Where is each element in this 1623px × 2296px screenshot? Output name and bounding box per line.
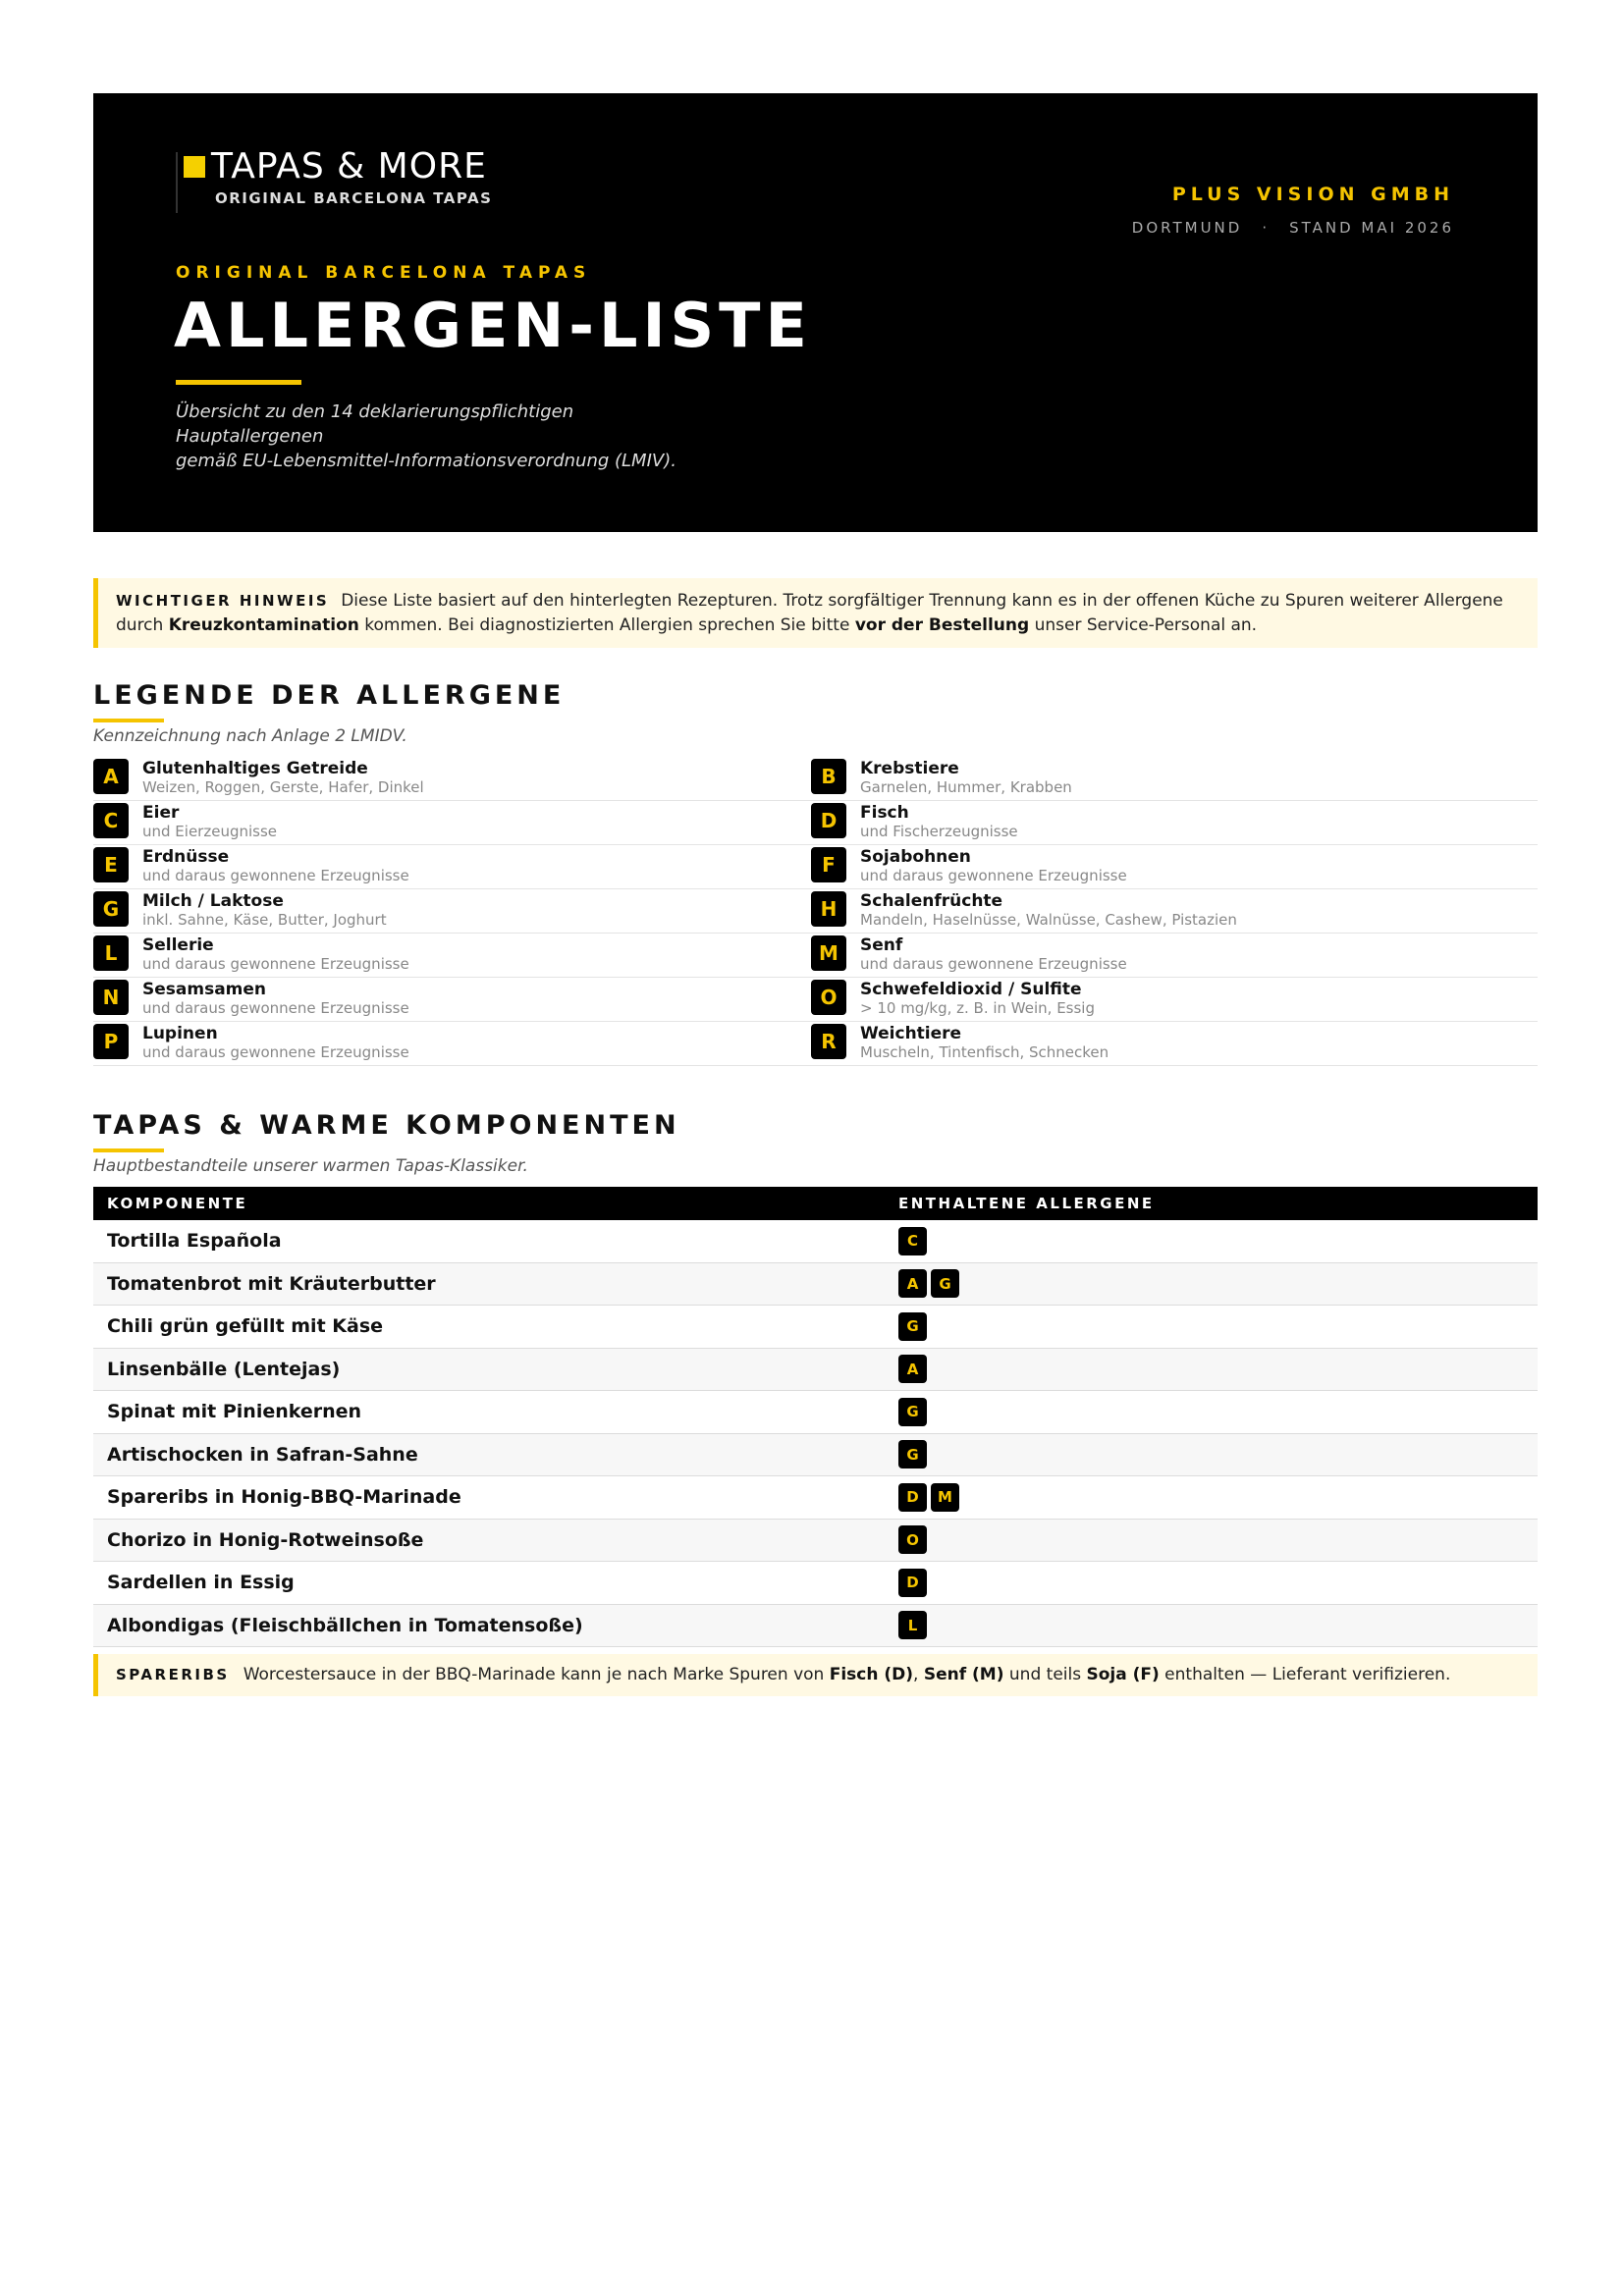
allergen-badge: D [898, 1483, 927, 1512]
legend-item [811, 1022, 1538, 1066]
legend-title: LEGENDE DER ALLERGENE [93, 680, 566, 711]
allergen-description: Mandeln, Haselnüsse, Walnüsse, Cashew, Pistazien [860, 911, 1237, 929]
allergen-badges [898, 1355, 927, 1383]
table-row [93, 1605, 1538, 1648]
legend-text [142, 847, 409, 884]
logo-tagline: ORIGINAL BARCELONA TAPAS [215, 189, 493, 207]
table-header [93, 1187, 1538, 1220]
date: STAND MAI 2026 [1289, 219, 1454, 237]
legend-item [811, 757, 1538, 801]
legend-text [860, 980, 1095, 1017]
legend-subtitle: Kennzeichnung nach Anlage 2 LMIDV. [93, 726, 407, 746]
notice-text: unser Service-Personal an. [1029, 615, 1258, 635]
header-banner [93, 93, 1538, 532]
page-title: ALLERGEN-LISTE [174, 290, 812, 361]
subtitle-line: Übersicht zu den 14 deklarierungspflichtigen [176, 401, 574, 422]
allergen-description: und Eierzeugnisse [142, 823, 278, 840]
allergen-code-badge: P [93, 1024, 129, 1059]
header-kicker: ORIGINAL BARCELONA TAPAS [176, 263, 592, 283]
allergen-badge: G [898, 1440, 927, 1468]
legend-text [142, 980, 409, 1017]
allergen-description: und daraus gewonnene Erzeugnisse [142, 1043, 409, 1061]
allergen-badge: G [898, 1398, 927, 1426]
legend-item [93, 934, 811, 978]
notice-text: Diese Liste basiert auf den hinterlegten Rezepturen. Trotz sorgfältiger Trennung kann es in der offenen Küche zu Spuren weiterer Allergene durch [116, 591, 1503, 635]
component-name: Tomatenbrot mit Kräuterbutter [107, 1272, 436, 1295]
notice-text: kommen. Bei diagnostizierten Allergien sprechen Sie bitte [358, 615, 855, 635]
allergen-description: Muscheln, Tintenfisch, Schnecken [860, 1043, 1109, 1061]
notice-bold: vor der Bestellung [854, 615, 1030, 635]
allergen-name: Sojabohnen [860, 847, 971, 867]
allergen-name: Krebstiere [860, 759, 959, 778]
allergen-code-badge: N [93, 980, 129, 1015]
allergen-badge: A [898, 1355, 927, 1383]
allergen-badges [898, 1312, 927, 1341]
subtitle-line: Hauptallergenen [176, 426, 324, 447]
legend-text [142, 759, 424, 796]
allergen-code-badge: M [811, 935, 846, 971]
allergen-name: Schwefeldioxid / Sulfite [860, 980, 1082, 999]
legend-text [860, 803, 1018, 840]
allergen-description: und daraus gewonnene Erzeugnisse [142, 867, 409, 884]
allergen-name: Weichtiere [860, 1024, 962, 1043]
meta-separator: · [1262, 219, 1271, 237]
legend-item [93, 845, 811, 889]
logo-name: TAPAS & MORE [211, 146, 487, 187]
table-row [93, 1562, 1538, 1605]
allergen-badge: C [898, 1227, 927, 1255]
allergen-code-badge: L [93, 935, 129, 971]
legend-text [860, 847, 1127, 884]
allergen-description: Garnelen, Hummer, Krabben [860, 778, 1072, 796]
table-row [93, 1263, 1538, 1307]
legend-item [93, 757, 811, 801]
legend-text [142, 935, 409, 973]
legend-item [93, 889, 811, 934]
allergen-badge: D [898, 1569, 927, 1597]
legend-text [142, 891, 387, 929]
allergen-name: Fisch [860, 803, 909, 823]
table-row [93, 1391, 1538, 1434]
legend-text [142, 1024, 409, 1061]
allergen-badges [898, 1227, 927, 1255]
table-row [93, 1306, 1538, 1349]
allergen-code-badge: C [93, 803, 129, 838]
column-header-component: KOMPONENTE [107, 1195, 248, 1212]
brand-logo [176, 146, 493, 213]
allergen-code-badge: E [93, 847, 129, 882]
note-text: Worcestersauce in der BBQ-Marinade kann je nach Marke Spuren von [243, 1665, 830, 1684]
legend-item [93, 801, 811, 845]
legend-text [860, 935, 1127, 973]
note-bold: Fisch (D) [829, 1665, 914, 1684]
allergen-name: Lupinen [142, 1024, 218, 1043]
note-text: enthalten — Lieferant verifizieren. [1159, 1665, 1451, 1684]
table-row [93, 1476, 1538, 1520]
allergen-name: Glutenhaltiges Getreide [142, 759, 368, 778]
legend-text [860, 891, 1237, 929]
allergen-description: und daraus gewonnene Erzeugnisse [142, 999, 409, 1017]
note-bold: Senf (M) [923, 1665, 1004, 1684]
allergen-badge: O [898, 1525, 927, 1554]
allergen-badges [898, 1398, 927, 1426]
column-header-allergens: ENTHALTENE ALLERGENE [898, 1195, 1155, 1212]
allergen-code-badge: A [93, 759, 129, 794]
notice-bold: Kreuzkontamination [168, 615, 359, 635]
tapas-underline [93, 1148, 164, 1152]
allergen-description: und daraus gewonnene Erzeugnisse [860, 955, 1127, 973]
component-name: Sardellen in Essig [107, 1572, 295, 1594]
legend-item [811, 889, 1538, 934]
component-name: Tortilla Española [107, 1230, 282, 1253]
important-notice [93, 578, 1538, 648]
note-tag: SPARERIBS [116, 1666, 230, 1683]
legend-item [811, 801, 1538, 845]
table-row [93, 1220, 1538, 1263]
allergen-name: Sellerie [142, 935, 214, 955]
allergen-code-badge: O [811, 980, 846, 1015]
logo-divider [176, 152, 178, 213]
city: DORTMUND [1131, 219, 1243, 237]
allergen-badge: G [931, 1269, 959, 1298]
allergen-badge: M [931, 1483, 959, 1512]
allergen-badges [898, 1525, 927, 1554]
allergen-name: Schalenfrüchte [860, 891, 1003, 911]
allergen-badge: G [898, 1312, 927, 1341]
header-meta [1132, 219, 1454, 237]
legend-underline [93, 719, 164, 722]
legend-text [142, 803, 277, 840]
allergen-name: Eier [142, 803, 180, 823]
table-row [93, 1349, 1538, 1392]
allergen-badges [898, 1269, 959, 1298]
subtitle-line: gemäß EU-Lebensmittel-Informationsverordnung (LMIV). [176, 451, 676, 471]
allergen-description: und daraus gewonnene Erzeugnisse [142, 955, 409, 973]
allergen-code-badge: R [811, 1024, 846, 1059]
allergen-name: Erdnüsse [142, 847, 230, 867]
note-text: und teils [1003, 1665, 1087, 1684]
allergen-description: Weizen, Roggen, Gerste, Hafer, Dinkel [142, 778, 424, 796]
allergen-description: und Fischerzeugnisse [860, 823, 1018, 840]
allergen-badge: L [898, 1611, 927, 1639]
component-name: Chili grün gefüllt mit Käse [107, 1315, 384, 1338]
spareribs-note [93, 1654, 1538, 1696]
note-text: , [913, 1665, 924, 1684]
allergen-badges [898, 1569, 927, 1597]
table-row [93, 1434, 1538, 1477]
legend-item [811, 845, 1538, 889]
allergen-name: Sesamsamen [142, 980, 267, 999]
component-name: Spareribs in Honig-BBQ-Marinade [107, 1486, 461, 1509]
component-name: Spinat mit Pinienkernen [107, 1401, 362, 1423]
table-row [93, 1520, 1538, 1563]
allergen-badges [898, 1483, 959, 1512]
legend-text [860, 759, 1072, 796]
table-body [93, 1220, 1538, 1647]
allergen-badges [898, 1440, 927, 1468]
tapas-subtitle: Hauptbestandteile unserer warmen Tapas-Klassiker. [93, 1156, 528, 1176]
legend-item [811, 934, 1538, 978]
allergen-code-badge: H [811, 891, 846, 927]
allergen-description: > 10 mg/kg, z. B. in Wein, Essig [860, 999, 1095, 1017]
tapas-title: TAPAS & WARME KOMPONENTEN [93, 1110, 680, 1141]
allergen-description: und daraus gewonnene Erzeugnisse [860, 867, 1127, 884]
legend-item [811, 978, 1538, 1022]
allergen-name: Senf [860, 935, 903, 955]
allergen-code-badge: B [811, 759, 846, 794]
allergen-code-badge: G [93, 891, 129, 927]
logo-square-icon [184, 156, 205, 178]
allergen-code-badge: F [811, 847, 846, 882]
legend-text [860, 1024, 1109, 1061]
page-subtitle [176, 400, 676, 473]
allergen-document [93, 93, 1538, 1684]
allergen-legend [93, 757, 1538, 1066]
component-name: Albondigas (Fleischbällchen in Tomatensoße) [107, 1614, 583, 1636]
title-underline [176, 380, 301, 385]
allergen-name: Milch / Laktose [142, 891, 284, 911]
allergen-badges [898, 1611, 927, 1639]
tapas-table [93, 1187, 1538, 1647]
legend-item [93, 1022, 811, 1066]
legend-item [93, 978, 811, 1022]
allergen-badge: A [898, 1269, 927, 1298]
component-name: Linsenbälle (Lentejas) [107, 1358, 341, 1380]
company-name: PLUS VISION GMBH [1171, 184, 1454, 205]
allergen-description: inkl. Sahne, Käse, Butter, Joghurt [142, 911, 387, 929]
component-name: Chorizo in Honig-Rotweinsoße [107, 1528, 424, 1551]
component-name: Artischocken in Safran-Sahne [107, 1443, 418, 1466]
note-bold: Soja (F) [1086, 1665, 1160, 1684]
allergen-code-badge: D [811, 803, 846, 838]
notice-tag: WICHTIGER HINWEIS [116, 592, 330, 610]
